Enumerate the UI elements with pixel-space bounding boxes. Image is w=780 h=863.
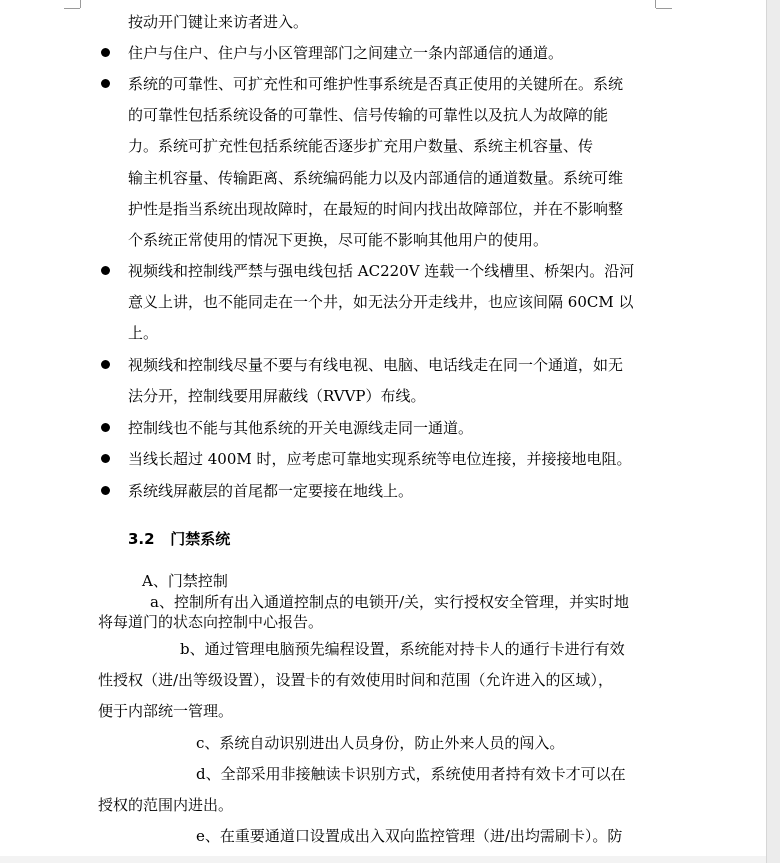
bullet-1-line-1: 住户与住户、住户与小区管理部门之间建立一条内部通信的通道。 bbox=[128, 44, 564, 62]
top-right-crop-mark bbox=[655, 0, 656, 8]
paragraph-d-line-1: d、全部采用非接触读卡识别方式，系统使用者持有效卡才可以在 bbox=[196, 765, 626, 783]
bullet-marker bbox=[101, 48, 110, 57]
bullet-4-line-1: 视频线和控制线尽量不要与有线电视、电脑、电话线走在同一个通道，如无 bbox=[128, 356, 624, 374]
bullet-2-line-1: 系统的可靠性、可扩充性和可维护性事系统是否真正使用的关键所在。系统 bbox=[128, 75, 624, 93]
section-heading: 3.2 门禁系统 bbox=[128, 530, 231, 548]
bullet-3-line-2: 意义上讲，也不能同走在一个井，如无法分开走线井，也应该间隔 60CM 以 bbox=[128, 293, 634, 311]
bullet-5-line-1: 控制线也不能与其他系统的开关电源线走同一通道。 bbox=[128, 419, 474, 437]
continuation-line: 按动开门键让来访者进入。 bbox=[128, 13, 309, 31]
paragraph-a-line-1: a、控制所有出入通道控制点的电锁开/关，实行授权安全管理，并实时地 bbox=[150, 593, 629, 611]
paragraph-b-line-2: 性授权（进/出等级设置），设置卡的有效使用时间和范围（允许进入的区域）， bbox=[98, 671, 614, 689]
bullet-marker bbox=[101, 454, 110, 463]
bullet-2-line-2: 的可靠性包括系统设备的可靠性、信号传输的可靠性以及抗人为故障的能 bbox=[128, 106, 609, 124]
paragraph-a-line-2: 将每道门的状态向控制中心报告。 bbox=[98, 613, 324, 631]
subsection-title: A、门禁控制 bbox=[142, 572, 228, 590]
paragraph-b-line-1: b、通过管理电脑预先编程设置，系统能对持卡人的通行卡进行有效 bbox=[180, 640, 625, 658]
bullet-7-line-1: 系统线屏蔽层的首尾都一定要接在地线上。 bbox=[128, 482, 414, 500]
bullet-4-line-2: 法分开，控制线要用屏蔽线（RVVP）布线。 bbox=[128, 387, 426, 405]
bullet-2-line-3: 力。系统可扩充性包括系统能否逐步扩充用户数量、系统主机容量、传 bbox=[128, 137, 594, 155]
bullet-marker bbox=[101, 79, 110, 88]
paragraph-b-line-3: 便于内部统一管理。 bbox=[98, 702, 234, 720]
bullet-3-line-1: 视频线和控制线严禁与强电线包括 AC220V 连载一个线槽里、桥架内。沿河 bbox=[128, 262, 635, 280]
bullet-2-line-6: 个系统正常使用的情况下更换，尽可能不影响其他用户的使用。 bbox=[128, 231, 549, 249]
page-bottom-edge bbox=[0, 856, 766, 863]
top-left-crop-mark bbox=[80, 0, 81, 8]
paragraph-c-line-1: c、系统自动识别进出人员身份，防止外来人员的闯入。 bbox=[196, 734, 565, 752]
bullet-3-line-3: 上。 bbox=[128, 324, 159, 342]
top-left-crop-mark-h bbox=[64, 8, 80, 9]
top-right-crop-mark-h bbox=[656, 8, 672, 9]
bullet-marker bbox=[101, 360, 110, 369]
bullet-2-line-4: 输主机容量、传输距离、系统编码能力以及内部通信的通道数量。系统可维 bbox=[128, 169, 624, 187]
bullet-marker bbox=[101, 423, 110, 432]
bullet-2-line-5: 护性是指当系统出现故障时，在最短的时间内找出故障部位，并在不影响整 bbox=[128, 200, 624, 218]
vertical-scrollbar[interactable] bbox=[766, 0, 780, 863]
bullet-6-line-1: 当线长超过 400M 时，应考虑可靠地实现系统等电位连接，并接接地电阻。 bbox=[128, 450, 632, 468]
paragraph-e-line-1: e、在重要通道口设置成出入双向监控管理（进/出均需刷卡）。防 bbox=[196, 827, 623, 845]
paragraph-d-line-2: 授权的范围内进出。 bbox=[98, 796, 234, 814]
bullet-marker bbox=[101, 486, 110, 495]
bullet-marker bbox=[101, 266, 110, 275]
